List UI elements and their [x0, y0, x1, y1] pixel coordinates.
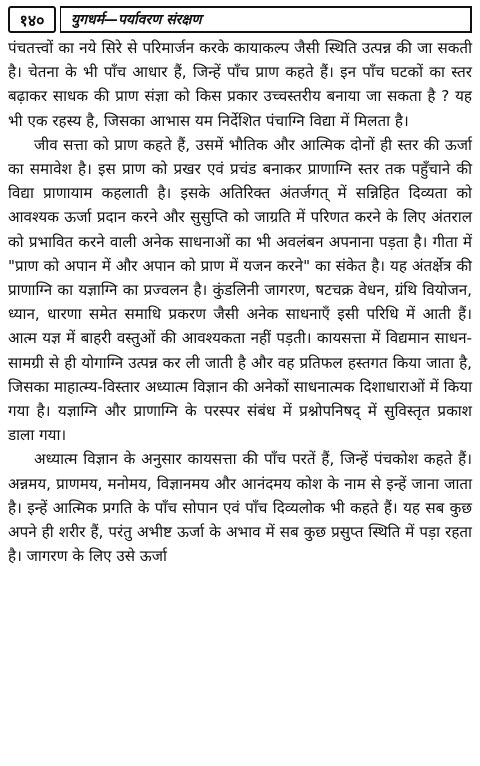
page-number: १४० — [8, 6, 56, 33]
body-text — [8, 36, 472, 568]
running-title: युगधर्म—पर्यावरण संरक्षण — [60, 6, 472, 33]
paragraph-2: जीव सत्ता को प्राण कहते हैं, उसमें भौतिक और आत्मिक दोनों ही स्तर की ऊर्जा का समावेश है। इस प्राण को प्रखर एवं प्रचंड बनाकर प्राणाग्नि स्तर तक पहुँचाने की विद्या प्राणायाम कहलाती है। इसके अतिरिक्त अंतर्जगत् में सन्निहित दिव्यता को आवश्यक ऊर्जा प्रदान करने और सुसुप्ति को जाग्रति में परिणत करने के लिए अंतराल को प्रभावित करने वाली अनेक साधनाओं का भी अवलंबन अपनाना पड़ता है। गीता में "प्राण को अपान में और अपान को प्राण में यजन करने" का संकेत है। यह अंतर्क्षेत्र की प्राणाग्नि का यज्ञाग्नि का प्रज्वलन है। कुंडलिनी जागरण, षटचक्र वेधन, ग्रंथि वियोजन, ध्यान, धारणा समेत समाधि प्रकरण जैसी अनेक साधनाएँ इसी परिधि में आती हैं। आत्म यज्ञ में बाहरी वस्तुओं की आवश्यकता नहीं पड़ती। कायसत्ता में विद्यमान साधन-सामग्री से ही योगाग्नि उत्पन्न कर ली जाती है और वह प्रतिफल हस्तगत किया जाता है, जिसका माहात्म्य-विस्तार अध्यात्म विज्ञान की अनेकों साधनात्मक दिशाधाराओं में किया गया है। यज्ञाग्नि और प्राणाग्नि के परस्पर संबंध में प्रश्नोपनिषद् में सुविस्तृत प्रकाश डाला गया। — [8, 135, 472, 445]
page-header — [8, 6, 472, 33]
paragraph-1: पंचतत्त्वों का नये सिरे से परिमार्जन करके कायाकल्प जैसी स्थिति उत्पन्न की जा सकती है। चेतना के भी पाँच आधार हैं, जिन्हें पाँच प्राण कहते हैं। इन पाँच घटकों का स्तर बढ़ाकर साधक की प्राण संज्ञा को किस प्रकार उच्चस्तरीय बनाया जा सकता है ? यह भी एक रहस्य है, जिसका आभास यम निर्देशित पंचाग्नि विद्या में मिलता है। — [8, 39, 472, 130]
paragraph-3: अध्यात्म विज्ञान के अनुसार कायसत्ता की पाँच परतें हैं, जिन्हें पंचकोश कहते हैं। अन्नमय, प्राणमय, मनोमय, विज्ञानमय और आनंदमय कोश के नाम से इन्हें जाना जाता है। इन्हें आत्मिक प्रगति के पाँच सोपान एवं पाँच दिव्यलोक भी कहते हैं। यह सब कुछ अपने ही शरीर हैं, परंतु अभीष्ट ऊर्जा के अभाव में सब कुछ प्रसुप्त स्थिति में पड़ा रहता है। जागरण के लिए उसे ऊर्जा — [8, 450, 472, 566]
